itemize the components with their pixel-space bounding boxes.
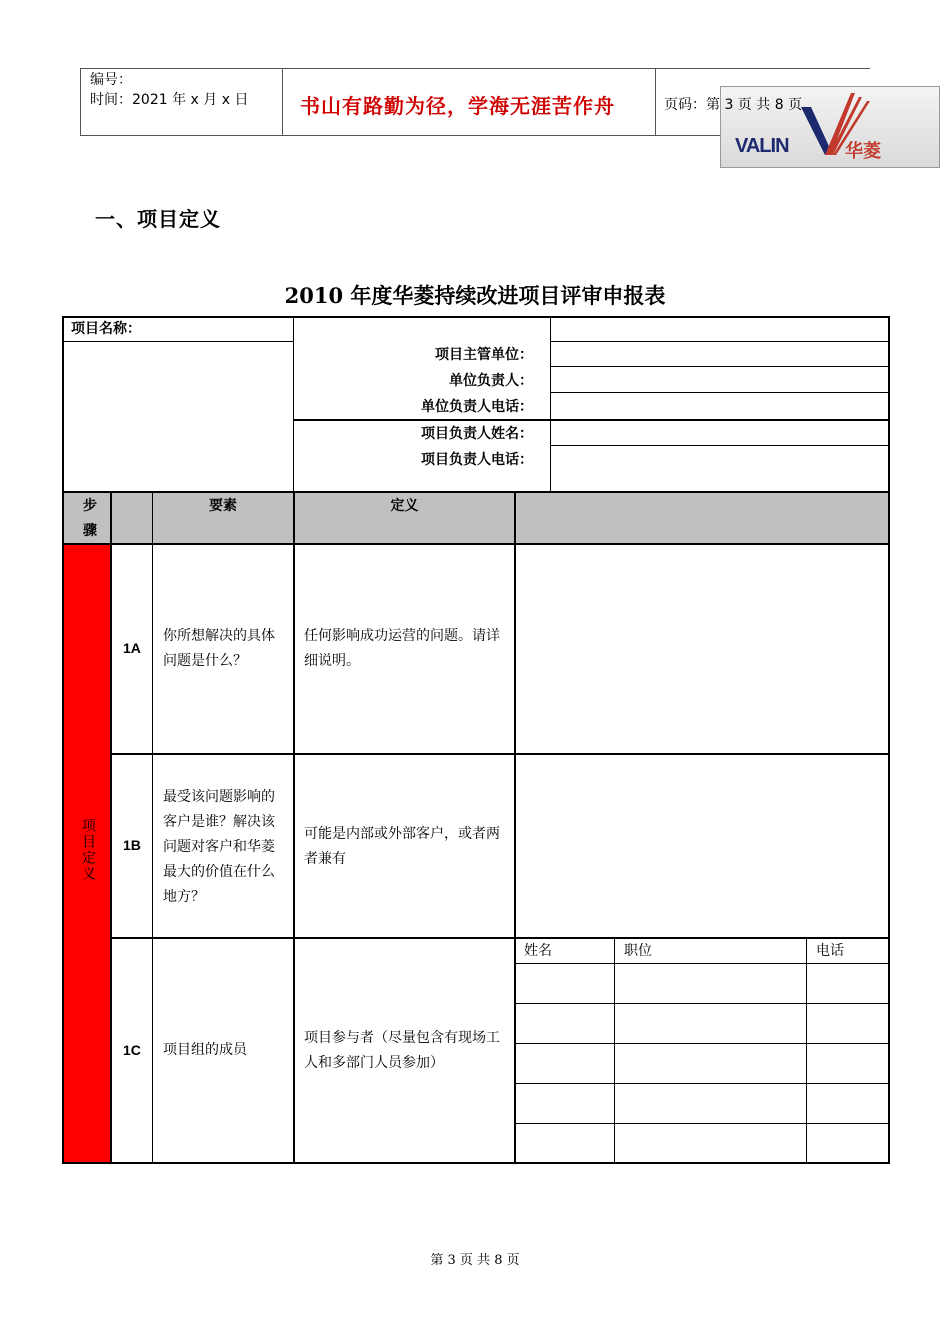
field-label-department: 项目主管单位： [435, 347, 533, 363]
section-title: 一、项目定义 [95, 207, 221, 231]
step-1b: 1B [123, 837, 141, 853]
header-motto: 书山有路勤为径，学海无涯苦作舟 [300, 94, 615, 118]
document-number-label: 编号： [90, 72, 132, 88]
step-1a: 1A [123, 640, 141, 656]
phase-label: 项目定义 [80, 818, 96, 882]
definition-1a: 任何影响成功运营的问题。请详细说明。 [304, 628, 500, 669]
field-label-project-lead-phone: 项目负责人电话： [421, 452, 533, 468]
members-header-phone: 电话 [816, 943, 844, 959]
members-header-name: 姓名 [524, 943, 552, 959]
header-page-info: 页码：第 3 页 共 8 页 [664, 97, 803, 113]
members-header-position: 职位 [624, 943, 652, 959]
project-name-label: 项目名称： [71, 321, 141, 337]
field-label-unit-head-phone: 单位负责人电话： [421, 399, 533, 415]
header-definition: 定义 [390, 498, 419, 514]
step-1c: 1C [123, 1042, 141, 1058]
field-label-unit-head: 单位负责人： [449, 373, 533, 389]
element-1b: 最受该问题影响的客户是谁？解决该问题对客户和华菱最大的价值在什么地方？ [163, 789, 275, 905]
form-title: 2010 年度华菱持续改进项目评审申报表 [284, 283, 666, 308]
header-element: 要素 [209, 498, 237, 514]
element-1a: 你所想解决的具体问题是什么？ [163, 628, 275, 669]
header-meta [90, 70, 248, 110]
definition-1c: 项目参与者（尽量包含有现场工人和多部门人员参加） [304, 1030, 500, 1071]
logo-text-cn: 华菱 [845, 141, 881, 162]
header-step: 步骤 [83, 498, 97, 539]
document-time-label: 时间：2021 年 x 月 x 日 [90, 92, 249, 108]
logo-text-en: VALIN [735, 135, 789, 157]
page-footer: 第 3 页 共 8 页 [430, 1253, 520, 1268]
field-label-project-lead-name: 项目负责人姓名： [421, 426, 533, 442]
element-1c: 项目组的成员 [163, 1042, 247, 1058]
definition-1b: 可能是内部或外部客户，或者两者兼有 [304, 826, 500, 867]
